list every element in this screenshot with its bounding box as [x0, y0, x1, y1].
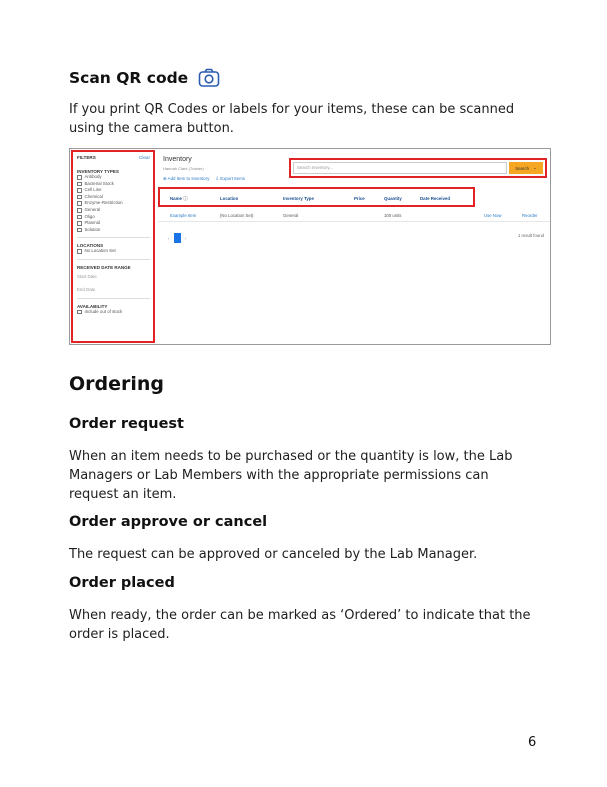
section-title-scan-qr — [69, 68, 220, 88]
clear-filters-link[interactable]: Clear — [139, 155, 150, 160]
filter-label: No Location Set — [84, 248, 116, 254]
checkbox-icon[interactable] — [77, 208, 82, 213]
filter-checkbox[interactable] — [77, 248, 150, 255]
filter-label: Bacterial Stock — [84, 180, 114, 186]
checkbox-icon[interactable] — [77, 249, 82, 254]
filters-header — [77, 155, 150, 160]
column-header-quantity[interactable]: Quantity — [384, 196, 402, 201]
checkbox-icon[interactable] — [77, 221, 82, 226]
use-now-link[interactable]: Use Now — [484, 213, 502, 218]
column-header-name[interactable] — [170, 196, 188, 202]
filter-label: Solution — [84, 226, 101, 232]
filter-checkbox[interactable] — [77, 200, 150, 207]
availability-heading: AVAILABILITY — [77, 303, 108, 309]
reorder-link[interactable]: Reorder — [522, 213, 538, 218]
checkbox-icon[interactable] — [77, 310, 82, 315]
divider — [77, 259, 150, 260]
add-item-label: Add Item to Inventory — [167, 176, 210, 181]
filter-label: Oligo — [84, 213, 95, 219]
checkbox-icon[interactable] — [77, 201, 82, 206]
column-header-date[interactable]: Date Received — [420, 196, 451, 201]
checkbox-icon[interactable] — [77, 182, 82, 187]
result-count: 1 result found — [517, 233, 544, 238]
order-approve-heading: Order approve or cancel — [69, 514, 268, 530]
filter-checkbox[interactable] — [77, 207, 150, 214]
filter-label: Plasmid — [84, 220, 101, 226]
filter-checkbox[interactable] — [77, 220, 150, 227]
ordering-heading: Ordering — [69, 373, 165, 395]
chevron-down-icon: ⌄ — [533, 165, 537, 170]
column-label: Name — [170, 196, 182, 201]
date-range-heading: RECEIVED DATE RANGE — [77, 264, 131, 270]
checkbox-icon[interactable] — [77, 228, 82, 233]
filter-label: Chemical — [84, 193, 103, 199]
camera-icon — [198, 68, 220, 88]
inventory-types-list — [77, 174, 150, 233]
filter-checkbox[interactable] — [77, 187, 150, 194]
order-placed-text: When ready, the order can be marked as ‘Ordered’ to indicate that the order is placed. — [69, 608, 531, 642]
column-header-location[interactable]: Location — [220, 196, 239, 201]
inventory-main — [158, 149, 550, 344]
order-placed-heading: Order placed — [69, 575, 175, 591]
checkbox-icon[interactable] — [77, 215, 82, 220]
divider — [77, 298, 150, 299]
inventory-actions — [163, 176, 245, 182]
filter-label: Antibody — [84, 174, 102, 179]
scan-qr-paragraph: If you print QR Codes or labels for your items, these can be scanned using the camera button. — [69, 102, 515, 136]
filter-checkbox[interactable] — [77, 309, 150, 316]
search-button-label: Search — [515, 165, 530, 171]
column-header-price[interactable]: Price — [354, 196, 365, 201]
locations-heading: LOCATIONS — [77, 243, 104, 249]
search-button[interactable] — [509, 162, 543, 174]
filter-checkbox[interactable] — [77, 227, 150, 234]
order-request-heading: Order request — [69, 416, 184, 432]
start-date-input[interactable]: Start Date — [77, 273, 97, 279]
checkbox-icon[interactable] — [77, 188, 82, 193]
add-item-link[interactable]: ⊕ Add Item to Inventory — [163, 176, 210, 181]
filter-label: General — [84, 206, 101, 212]
search-input[interactable]: Search Inventory... — [293, 162, 507, 174]
item-name-link[interactable]: Example Item — [170, 213, 197, 218]
order-approve-text: The request can be approved or canceled by the Lab Manager. — [69, 547, 478, 562]
end-date-input[interactable]: End Date — [77, 286, 96, 292]
pager-prev[interactable]: ‹ — [168, 235, 170, 241]
inventory-title: Inventory — [163, 156, 192, 163]
filter-label: Include out of stock — [84, 308, 123, 314]
row-divider — [158, 221, 550, 222]
item-type: General — [283, 213, 299, 218]
filters-panel — [71, 150, 155, 343]
item-location: (No Location Set) — [220, 213, 254, 218]
column-header-type[interactable]: Inventory Type — [283, 196, 314, 201]
section-title-text: Scan QR code — [69, 69, 189, 87]
inventory-screenshot — [69, 148, 551, 345]
export-items-link[interactable]: ⇩ Export Items — [215, 176, 245, 181]
filter-label: Enzyme-Restriction — [84, 200, 123, 206]
page-number: 6 — [528, 735, 537, 750]
inventory-subtitle: Hannah Clark (Trainer) — [163, 166, 204, 171]
pagination — [168, 233, 186, 243]
checkbox-icon[interactable] — [77, 195, 82, 200]
filter-checkbox[interactable] — [77, 214, 150, 221]
search-highlight — [289, 158, 547, 178]
pager-current-page[interactable] — [174, 233, 181, 243]
filter-checkbox[interactable] — [77, 181, 150, 188]
filter-label: Cell Line — [84, 187, 102, 193]
filter-checkbox[interactable] — [77, 174, 150, 181]
item-quantity: 100 units — [384, 213, 402, 218]
pager-next[interactable]: › — [184, 235, 186, 241]
export-items-label: Export Items — [220, 176, 245, 181]
inventory-types-heading: INVENTORY TYPES — [77, 169, 119, 174]
info-icon: ⓘ — [183, 196, 188, 201]
checkbox-icon[interactable] — [77, 175, 82, 180]
order-request-text: When an item needs to be purchased or the quantity is low, the Lab Managers or Lab Members with the appropriate permissions can request an item. — [69, 449, 513, 502]
filter-checkbox[interactable] — [77, 194, 150, 201]
filters-heading: FILTERS — [77, 155, 96, 160]
divider — [77, 237, 150, 238]
